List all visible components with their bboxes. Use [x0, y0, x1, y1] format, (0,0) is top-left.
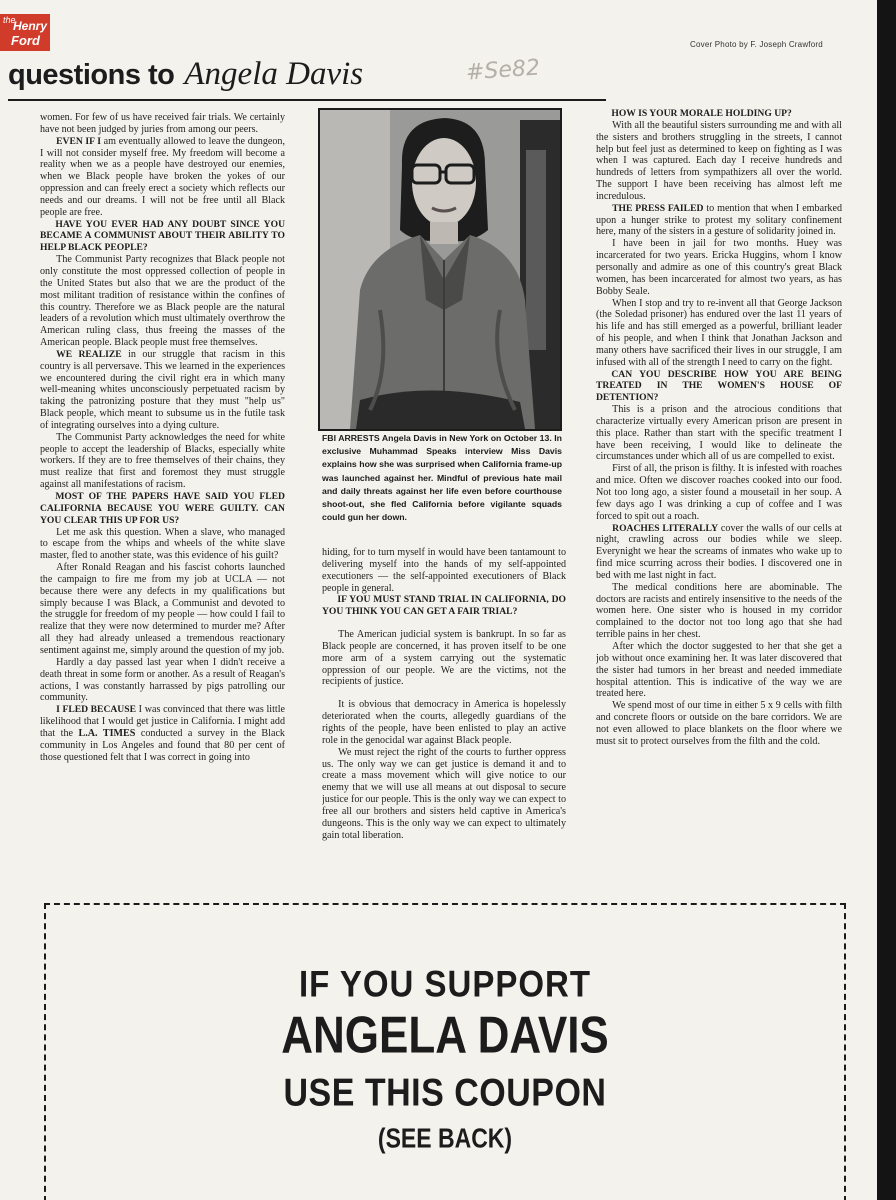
paragraph-lead: THE PRESS FAILED — [612, 202, 704, 214]
paragraph: The Communist Party recognizes that Black people not only constitute the most oppressed collection of people in the United States but also that we are the product of the most militant tradition of resistance within the confines of this country. Therefore we as Black people are the natural leaders of a revolution which must ultimately overthrow the American ruling class, thus freeing the masses of the American people. Black people must free themselves. — [40, 254, 285, 349]
coupon-line-4: (SEE BACK) — [377, 1122, 513, 1154]
paragraph-text: cover the walls of our cells at night, crawling across our bodies while we sleep. Everynight we hear the screams of inmates who wake up to find mice scurring across their bodies. I discovered one in bed with me last night in fact. — [596, 522, 842, 581]
article-title — [8, 56, 363, 93]
paragraph-lead: I FLED BECAUSE — [56, 704, 136, 716]
henry-ford-logo — [0, 14, 50, 51]
paragraph: Hardly a day passed last year when I didn't receive a death threat in some form or another. As a result of Reagan's actions, I was constantly harrassed by pigs patrolling our community. — [40, 656, 285, 704]
photo-illustration — [320, 110, 560, 429]
paragraph-lead: WE REALIZE — [56, 348, 122, 360]
paragraph: When I stop and try to re-invent all that George Jackson (the Soledad prisoner) has endured over the last 11 years of his life and has still emerged as a powerful, brilliant leader of his people, and when I think that Jonathan Jackson and many others have sacrificed their lives in our struggle, I am infused with all of the strength I need to carry on the fight. — [596, 297, 842, 368]
support-coupon-box — [44, 903, 846, 1200]
article-column-1 — [40, 112, 285, 890]
paragraph: women. For few of us have received fair trials. We certainly have not been judged by juries from among our peers. — [40, 112, 285, 135]
interview-question: MOST OF THE PAPERS HAVE SAID YOU FLED CALIFORNIA BECAUSE YOU WERE GUILTY. CAN YOU CLEAR THIS UP FOR US? — [40, 491, 285, 526]
cover-photo-credit: Cover Photo by F. Joseph Crawford — [690, 40, 823, 49]
logo-text-henry: Henry — [13, 19, 48, 33]
paragraph — [596, 523, 842, 582]
paragraph-text: to mention that when I embarked upon a hunger strike to protest my solitary confinement here, many of the sisters in a gesture of solidarity joined in. — [596, 202, 842, 238]
paragraph — [40, 136, 285, 219]
paragraph-text: in our struggle that racism in this country is all perversave. This we learned in the experiences we encountered during the civil right era in which many well-meaning whites unconsciously perpetuated racism by taking the patronizing posture that they must "help us" Black people, which meant to subsume us in the futile task of integrating ourselves into a dying culture. — [40, 348, 285, 431]
article-column-2 — [322, 547, 566, 890]
coupon-line-2: ANGELA DAVIS — [281, 1006, 609, 1065]
newspaper-name: L.A. TIMES — [78, 727, 136, 739]
handwritten-accession-note: #Se82 — [465, 55, 541, 86]
interview-question: HOW IS YOUR MORALE HOLDING UP? — [611, 108, 792, 119]
interview-question: IF YOU MUST STAND TRIAL IN CALIFORNIA, DO YOU THINK YOU CAN GET A FAIR TRIAL? — [322, 594, 566, 618]
coupon-line-3: USE THIS COUPON — [283, 1071, 607, 1115]
photo-caption: FBI ARRESTS Angela Davis in New York on October 13. In exclusive Muhammad Speaks interview Miss Davis explains how she was surprised when California frame-up was launched against her. Mindful of previous hate mail and daily threats against her life even before courthouse shoot-out, she fled California before vigilante squads could gun her down. — [322, 433, 562, 523]
paragraph: After Ronald Reagan and his fascist cohorts launched the campaign to fire me from my job at UCLA — not because there were any defects in my qualifications but simply because I was Black, a Communist and devoted to the struggle for freedom of my people — how could I fail to realize that they were now determined to murder me? After all they had already unleased a tremendous reactionary sentiment against me, simply around the question of my job. — [40, 562, 285, 656]
paragraph: With all the beautiful sisters surrounding me and with all the sisters and brothers struggling in the streets, I cannot help but feel just as determined to keep on fighting as I was when I was captured. Each day I receive hundreds and hundreds of letters from sympathizers all over the world. The support I have been receiving has almost left me incredulous. — [596, 119, 842, 202]
paragraph: First of all, the prison is filthy. It is infested with roaches and mice. Often we discover roaches cooked into our food. Not too long ago, a sister found a mousetail in her soup. A few days ago I was drinking a cup of coffee and I was forced to spit out a roach. — [596, 463, 842, 522]
paragraph — [40, 349, 285, 432]
paragraph — [596, 203, 842, 239]
title-name: Angela Davis — [184, 56, 364, 92]
interview-question: HAVE YOU EVER HAD ANY DOUBT SINCE YOU BECAME A COMMUNIST ABOUT THEIR ABILITY TO HELP BLACK PEOPLE? — [40, 218, 285, 254]
paragraph: I have been in jail for two months. Huey was incarcerated for two years. Ericka Huggins, whom I know personally and admire as one of this country's great Black women, has been incarcerated for almost two years, as has Bobby Seale. — [596, 238, 842, 297]
logo-text-the: the — [3, 15, 16, 25]
paragraph: After which the doctor suggested to her that she get a job without once examining her. It was later discovered that the sister had tumors in her breast and needed immediate hospital attention. This is indicative of the way we are treated here. — [596, 640, 842, 700]
paragraph-lead: EVEN IF I — [56, 135, 101, 147]
paragraph-text: I was convinced that there was little likelihood that I would get justice in California. I might add that the — [40, 704, 285, 739]
interview-question: CAN YOU DESCRIBE HOW YOU ARE BEING TREATED IN THE WOMEN'S HOUSE OF DETENTION? — [596, 368, 842, 404]
paragraph: hiding, for to turn myself in would have been tantamount to delivering myself into the hands of my self-appointed executioners — the self-appointed executioners of Black people in general. — [322, 547, 566, 594]
paragraph-text: conducted a survey in the Black community in Los Angeles and found that 80 per cent of those questioned felt that I was correct in going into — [40, 727, 285, 763]
paragraph: This is a prison and the atrocious conditions that characterize virtually every American prison are present in this place. Rather than start with the specific treatment I have been receiving, I would like to delineate the circumstances under which all of us are compelled to exist. — [596, 404, 842, 463]
paragraph — [40, 704, 285, 763]
paragraph: We must reject the right of the courts to further oppress us. The only way we can get justice is demand it and to create a mass movement which will give notice to our enemy that we will use all means at out disposal to secure justice for our people. This is the only way we can expect to free all our brothers and sisters held captive in America's dungeons. This is the only way we can expect to ultimately gain total liberation. — [322, 746, 566, 841]
paragraph: We spend most of our time in either 5 x 9 cells with filth and concrete floors or outside on the bare corridors. We are not even allowed to place blankets on the floor where we must sit to protect ourselves from the filth and the cold. — [596, 700, 842, 747]
paragraph: Let me ask this question. When a slave, who managed to escape from the whips and wheels of the white slave master, fled to another state, was this evidence of his guilt? — [40, 526, 285, 562]
article-column-3 — [596, 108, 842, 886]
paragraph: It is obvious that democracy in America is hopelessly deteriorated when the courts, allegedly guardians of the rights of the people, have been enlisted to play an active role in the genocidal war against Black people. — [322, 699, 566, 746]
cover-photo-angela-davis — [318, 108, 562, 431]
coupon-headline — [46, 962, 844, 1154]
paragraph-lead: ROACHES LITERALLY — [612, 522, 719, 534]
paragraph: The American judicial system is bankrupt. In so far as Black people are concerned, it has proven itself to be one more arm of a system carrying out the systematic oppression of our people. We are the victims, not the recipients of justice. — [322, 629, 566, 688]
title-rule — [8, 99, 606, 101]
logo-text-ford: Ford — [11, 33, 40, 48]
coupon-line-1: IF YOU SUPPORT — [298, 962, 592, 1005]
title-prefix: questions to — [8, 59, 175, 91]
paragraph-text: am eventually allowed to leave the dungeon, I will not consider myself free. My freedom will become a reality when we as a people have destroyed our enemies, when we Black people have broken the yokes of our oppression and can freely erect a society which reflects our needs and our dreams. I will not be free until all Black people are free. — [40, 135, 285, 218]
paragraph: The medical conditions here are abominable. The doctors are racists and entirely insensitive to the needs of the women here. One sister who is housed in my corridor complained to the doctor not too long ago that she had terrible pains in her chest. — [596, 581, 842, 641]
paragraph: The Communist Party acknowledges the need for white people to accept the leadership of Blacks, especially white workers. If they are to free themselves of their chains, they must realize that first and foremost they must struggle against all manifestations of racism. — [40, 431, 285, 491]
